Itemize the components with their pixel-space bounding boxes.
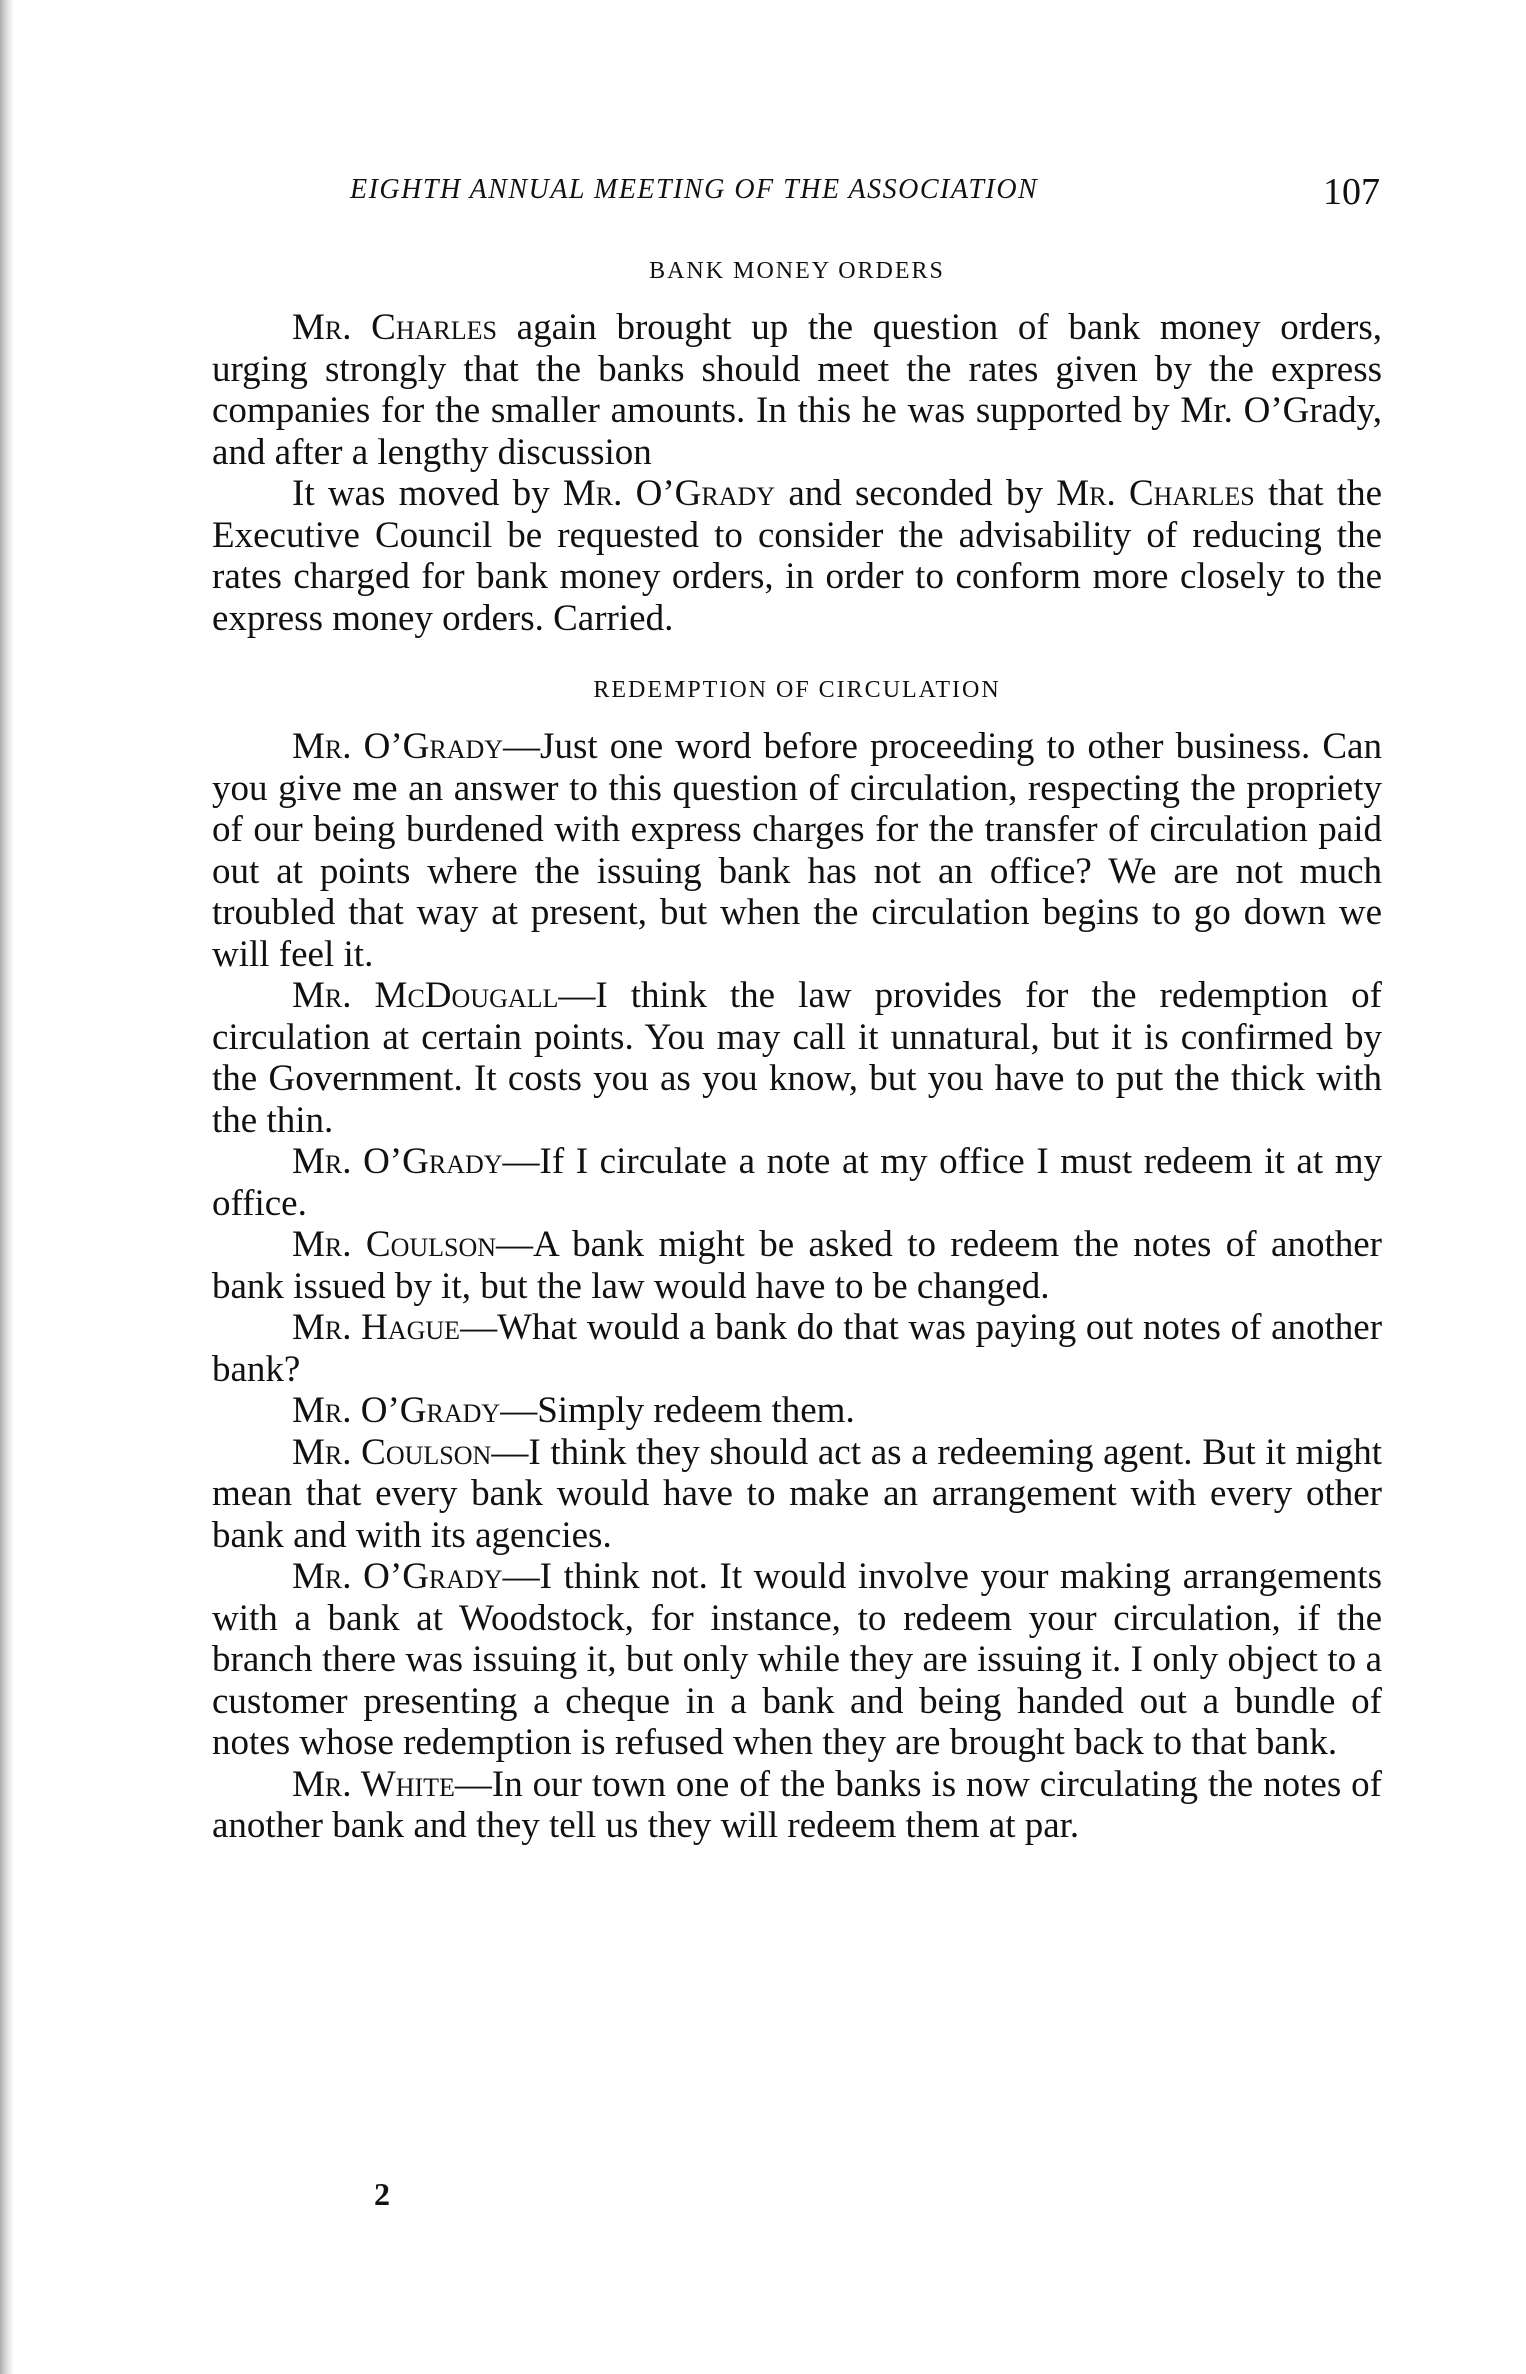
paragraph-text: —If I circulate a note at my office I must redeem it at my office. <box>212 1141 1382 1224</box>
running-head-title: EIGHTH ANNUAL MEETING OF THE ASSOCIATION <box>350 174 1039 205</box>
speaker-name: Mr. O’Grady <box>292 1556 503 1597</box>
paragraph-text: —A bank might be asked to redeem the notes of another bank issued by it, but the law would have to be changed. <box>212 1224 1382 1307</box>
paragraph-text: and seconded by <box>775 473 1057 514</box>
speaker-name: Mr. O’Grady <box>562 473 776 514</box>
paragraph-text: —I think the law provides for the redemption of circulation at certain points. You may call it unnatural, but it is confirmed by the Government. It costs you as you know, but you have to put the thick with the thin. <box>212 975 1382 1141</box>
speaker-name: Mr. O’Grady <box>292 726 504 767</box>
paragraph-text: —I think they should act as a redeeming agent. But it might mean that every bank would have to make an arrangement with every other bank and with its agencies. <box>212 1431 1383 1556</box>
speaker-name: Mr. O’Grady <box>292 1390 501 1431</box>
page-number: 107 <box>1323 171 1380 213</box>
body-text <box>212 258 1382 1847</box>
signature-mark: 2 <box>374 2176 390 2212</box>
speaker-name: Mr. Coulson <box>292 1431 492 1473</box>
section-heading-redemption-of-circulation: REDEMPTION OF CIRCULATION <box>593 677 1001 703</box>
paragraph-text: —Just one word before proceeding to other business. Can you give me an answer to this question of circulation, respecting the propriety of our being burdened with express charges for the transfer of circulation paid out at points where the issuing bank has not an office? We are not much troubled that way at present, but when the circulation begins to go down we will feel it. <box>212 726 1382 975</box>
speaker-name: Mr. Charles <box>292 307 497 348</box>
paragraph <box>212 1224 1382 1307</box>
paragraph <box>212 1390 1382 1432</box>
paragraph <box>212 975 1382 1141</box>
paragraph-text: —In our town one of the banks is now circulating the notes of another bank and they tell us they will redeem them at par. <box>212 1763 1382 1846</box>
paragraph <box>212 1141 1382 1224</box>
paragraph-text: —What would a bank do that was paying out notes of another bank? <box>212 1307 1383 1390</box>
paragraph <box>212 473 1382 639</box>
paragraph <box>212 307 1382 473</box>
speaker-name: Mr. McDougall <box>292 975 559 1016</box>
paragraph-text: —I think not. It would involve your making arrangements with a bank at Woodstock, for instance, to redeem your circulation, if the branch there was issuing it, but only while they are issuing it. I only object to a customer presenting a cheque in a bank and being handed out a bundle of notes whose redemption is refused when they are brought back to that bank. <box>212 1556 1382 1763</box>
paragraph <box>212 1432 1382 1557</box>
paragraph-text: that the Executive Council be requested to consider the advisability of reducing the rates charged for bank money orders, in order to conform more closely to the express money orders. Carried. <box>212 473 1382 639</box>
speaker-name: Mr. White <box>292 1763 455 1805</box>
paragraph <box>212 1764 1382 1847</box>
paragraph <box>212 726 1382 975</box>
paragraph-text: It was moved by <box>292 473 563 514</box>
paragraph-text: —Simply redeem them. <box>500 1390 855 1431</box>
scan-edge-shadow <box>0 0 14 2374</box>
speaker-name: Mr. O’Grady <box>292 1141 503 1182</box>
paragraph <box>212 1307 1382 1390</box>
paragraph-text: again brought up the question of bank money orders, urging strongly that the banks should meet the rates given by the express companies for the smaller amounts. In this he was supported by Mr. O’Grady, and after a lengthy discussion <box>212 307 1382 473</box>
section-heading-bank-money-orders: BANK MONEY ORDERS <box>649 258 945 284</box>
speaker-name: Mr. Charles <box>1056 473 1255 514</box>
running-head <box>210 170 1380 220</box>
speaker-name: Mr. Coulson <box>292 1224 497 1265</box>
speaker-name: Mr. Hague <box>292 1307 461 1348</box>
paragraph <box>212 1556 1382 1764</box>
